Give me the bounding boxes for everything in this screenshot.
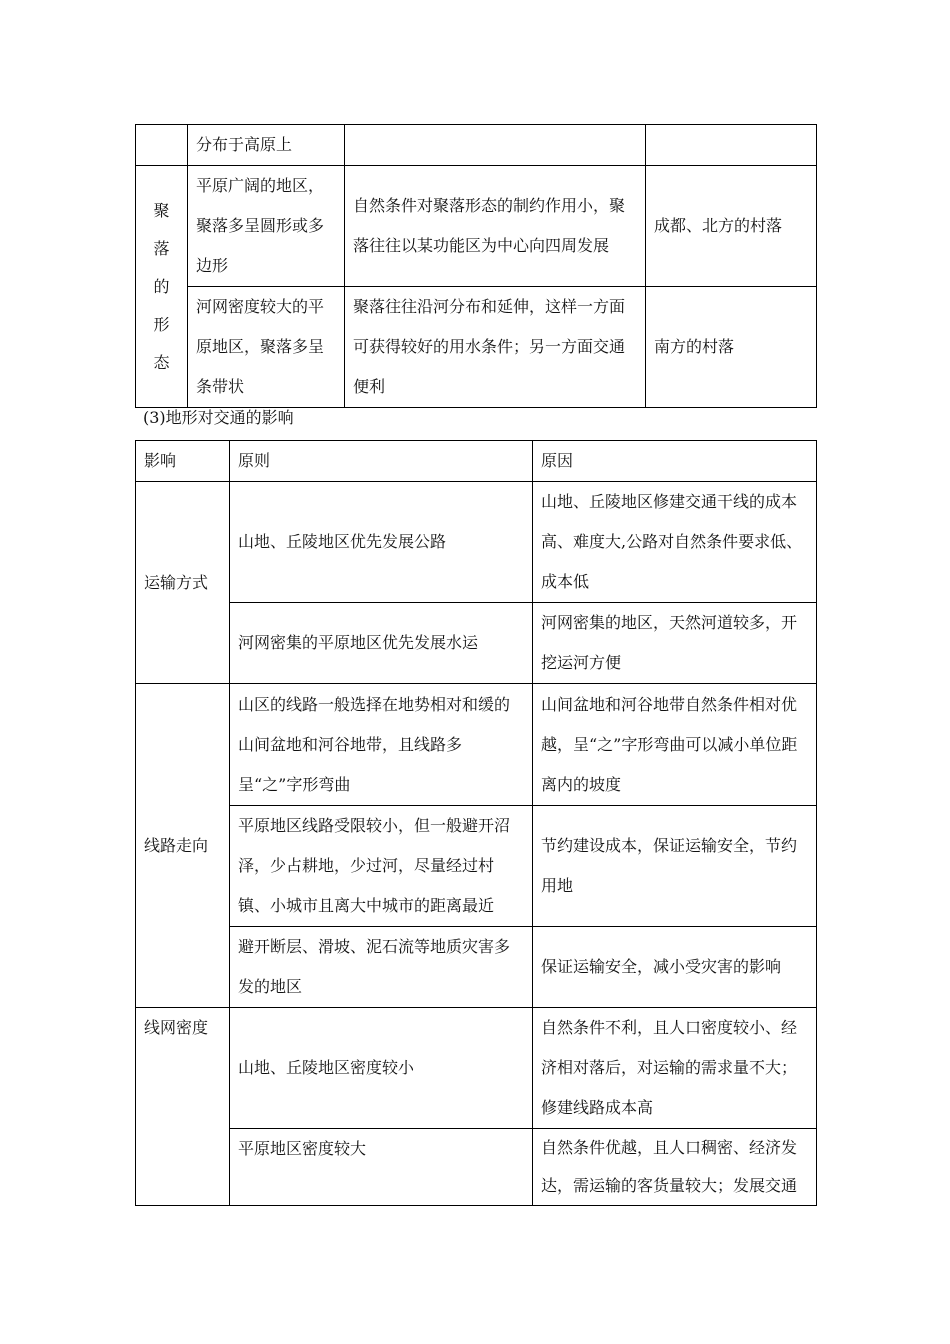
table-row xyxy=(136,166,817,287)
form-example xyxy=(646,125,817,166)
table-row xyxy=(136,806,817,927)
table-row xyxy=(136,287,817,408)
reason-cell: 节约建设成本，保证运输安全，节约用地 xyxy=(533,806,817,927)
impact-label-transport: 运输方式 xyxy=(136,482,230,684)
header-impact: 影响 xyxy=(136,441,230,482)
reason-cell: 自然条件优越，且人口稠密、经济发达，需运输的客货量较大；发展交通 xyxy=(533,1129,817,1206)
form-example: 南方的村落 xyxy=(646,287,817,408)
form-description: 河网密度较大的平原地区，聚落多呈条带状 xyxy=(188,287,345,408)
table-header-row xyxy=(136,441,817,482)
table-row xyxy=(136,603,817,684)
form-description: 分布于高原上 xyxy=(188,125,345,166)
settlement-form-table xyxy=(135,124,817,408)
table-row xyxy=(136,1129,817,1206)
form-reason: 聚落往往沿河分布和延伸，这样一方面可获得较好的用水条件；另一方面交通便利 xyxy=(345,287,646,408)
settlement-form-group-label: 聚 落 的 形 态 xyxy=(136,166,188,408)
terrain-transport-table xyxy=(135,440,817,1206)
form-reason: 自然条件对聚落形态的制约作用小，聚落往往以某功能区为中心向四周发展 xyxy=(345,166,646,287)
impact-label-route: 线路走向 xyxy=(136,684,230,1008)
principle-cell: 河网密集的平原地区优先发展水运 xyxy=(230,603,533,684)
principle-cell: 平原地区密度较大 xyxy=(230,1129,533,1206)
reason-cell: 河网密集的地区，天然河道较多，开挖运河方便 xyxy=(533,603,817,684)
reason-cell: 自然条件不利，且人口密度较小、经济相对落后，对运输的需求量不大；修建线路成本高 xyxy=(533,1008,817,1129)
principle-cell: 山区的线路一般选择在地势相对和缓的山间盆地和河谷地带，且线路多呈“之”字形弯曲 xyxy=(230,684,533,806)
form-example: 成都、北方的村落 xyxy=(646,166,817,287)
principle-cell: 山地、丘陵地区优先发展公路 xyxy=(230,482,533,603)
table-row xyxy=(136,125,817,166)
reason-cell: 山间盆地和河谷地带自然条件相对优越，呈“之”字形弯曲可以减小单位距离内的坡度 xyxy=(533,684,817,806)
reason-cell: 保证运输安全，减小受灾害的影响 xyxy=(533,927,817,1008)
principle-cell: 山地、丘陵地区密度较小 xyxy=(230,1008,533,1129)
group-label-empty xyxy=(136,125,188,166)
form-description: 平原广阔的地区，聚落多呈圆形或多边形 xyxy=(188,166,345,287)
table-row xyxy=(136,1008,817,1129)
table-row xyxy=(136,927,817,1008)
impact-label-density: 线网密度 xyxy=(136,1008,230,1206)
principle-cell: 平原地区线路受限较小，但一般避开沼泽，少占耕地，少过河，尽量经过村镇、小城市且离大中城市的距离最近 xyxy=(230,806,533,927)
form-reason xyxy=(345,125,646,166)
section-caption: (3)地形对交通的影响 xyxy=(143,408,294,427)
table-row xyxy=(136,684,817,806)
table-row xyxy=(136,482,817,603)
principle-cell: 避开断层、滑坡、泥石流等地质灾害多发的地区 xyxy=(230,927,533,1008)
header-principle: 原则 xyxy=(230,441,533,482)
reason-cell: 山地、丘陵地区修建交通干线的成本高、难度大,公路对自然条件要求低、成本低 xyxy=(533,482,817,603)
header-reason: 原因 xyxy=(533,441,817,482)
